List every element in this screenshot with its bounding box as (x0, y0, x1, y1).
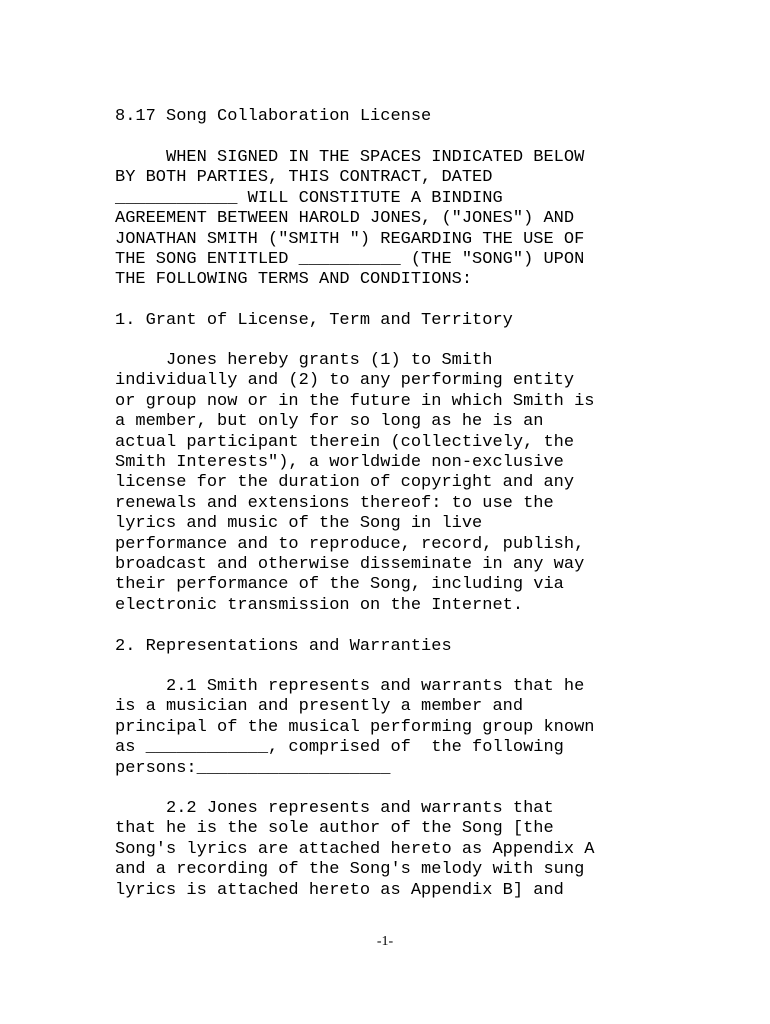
section-1-paragraph: Jones hereby grants (1) to Smith individually and (2) to any performing entity or group now or in the future in which Smith is a member, but only for so long as he is an actual participant therein (collectively, the Smith Interests"), a worldwide non-exclusive license for the duration of copyright and any renewals and extensions thereof: to use the lyrics and music of the Song in live performance and to reproduce, record, publish, broadcast and otherwise disseminate in any way their performance of the Song, including via electronic transmission on the Internet. (115, 351, 595, 615)
section-1-heading: 1. Grant of License, Term and Territory (115, 311, 513, 330)
section-2-1-paragraph: 2.1 Smith represents and warrants that he is a musician and presently a member and principal of the musical performing group known as ____________, comprised of the following persons:___________________ (115, 677, 595, 778)
document-title: 8.17 Song Collaboration License (115, 107, 432, 126)
intro-paragraph: WHEN SIGNED IN THE SPACES INDICATED BELOW BY BOTH PARTIES, THIS CONTRACT, DATED ____________ WILL CONSTITUTE A BINDING AGREEMENT BETWEEN HAROLD JONES, ("JONES") AND JONATHAN SMITH ("SMITH ") REGARDING THE USE OF THE SONG ENTITLED __________ (THE "SONG") UPON THE FOLLOWING TERMS AND CONDITIONS: (115, 148, 585, 290)
section-2-heading: 2. Representations and Warranties (115, 637, 452, 656)
page-number: -1- (376, 934, 394, 949)
section-2-2-paragraph: 2.2 Jones represents and warrants that that he is the sole author of the Song [the Song's lyrics are attached hereto as Appendix A and a recording of the Song's melody with sung lyrics is attached hereto as Appendix B] and (115, 799, 595, 900)
